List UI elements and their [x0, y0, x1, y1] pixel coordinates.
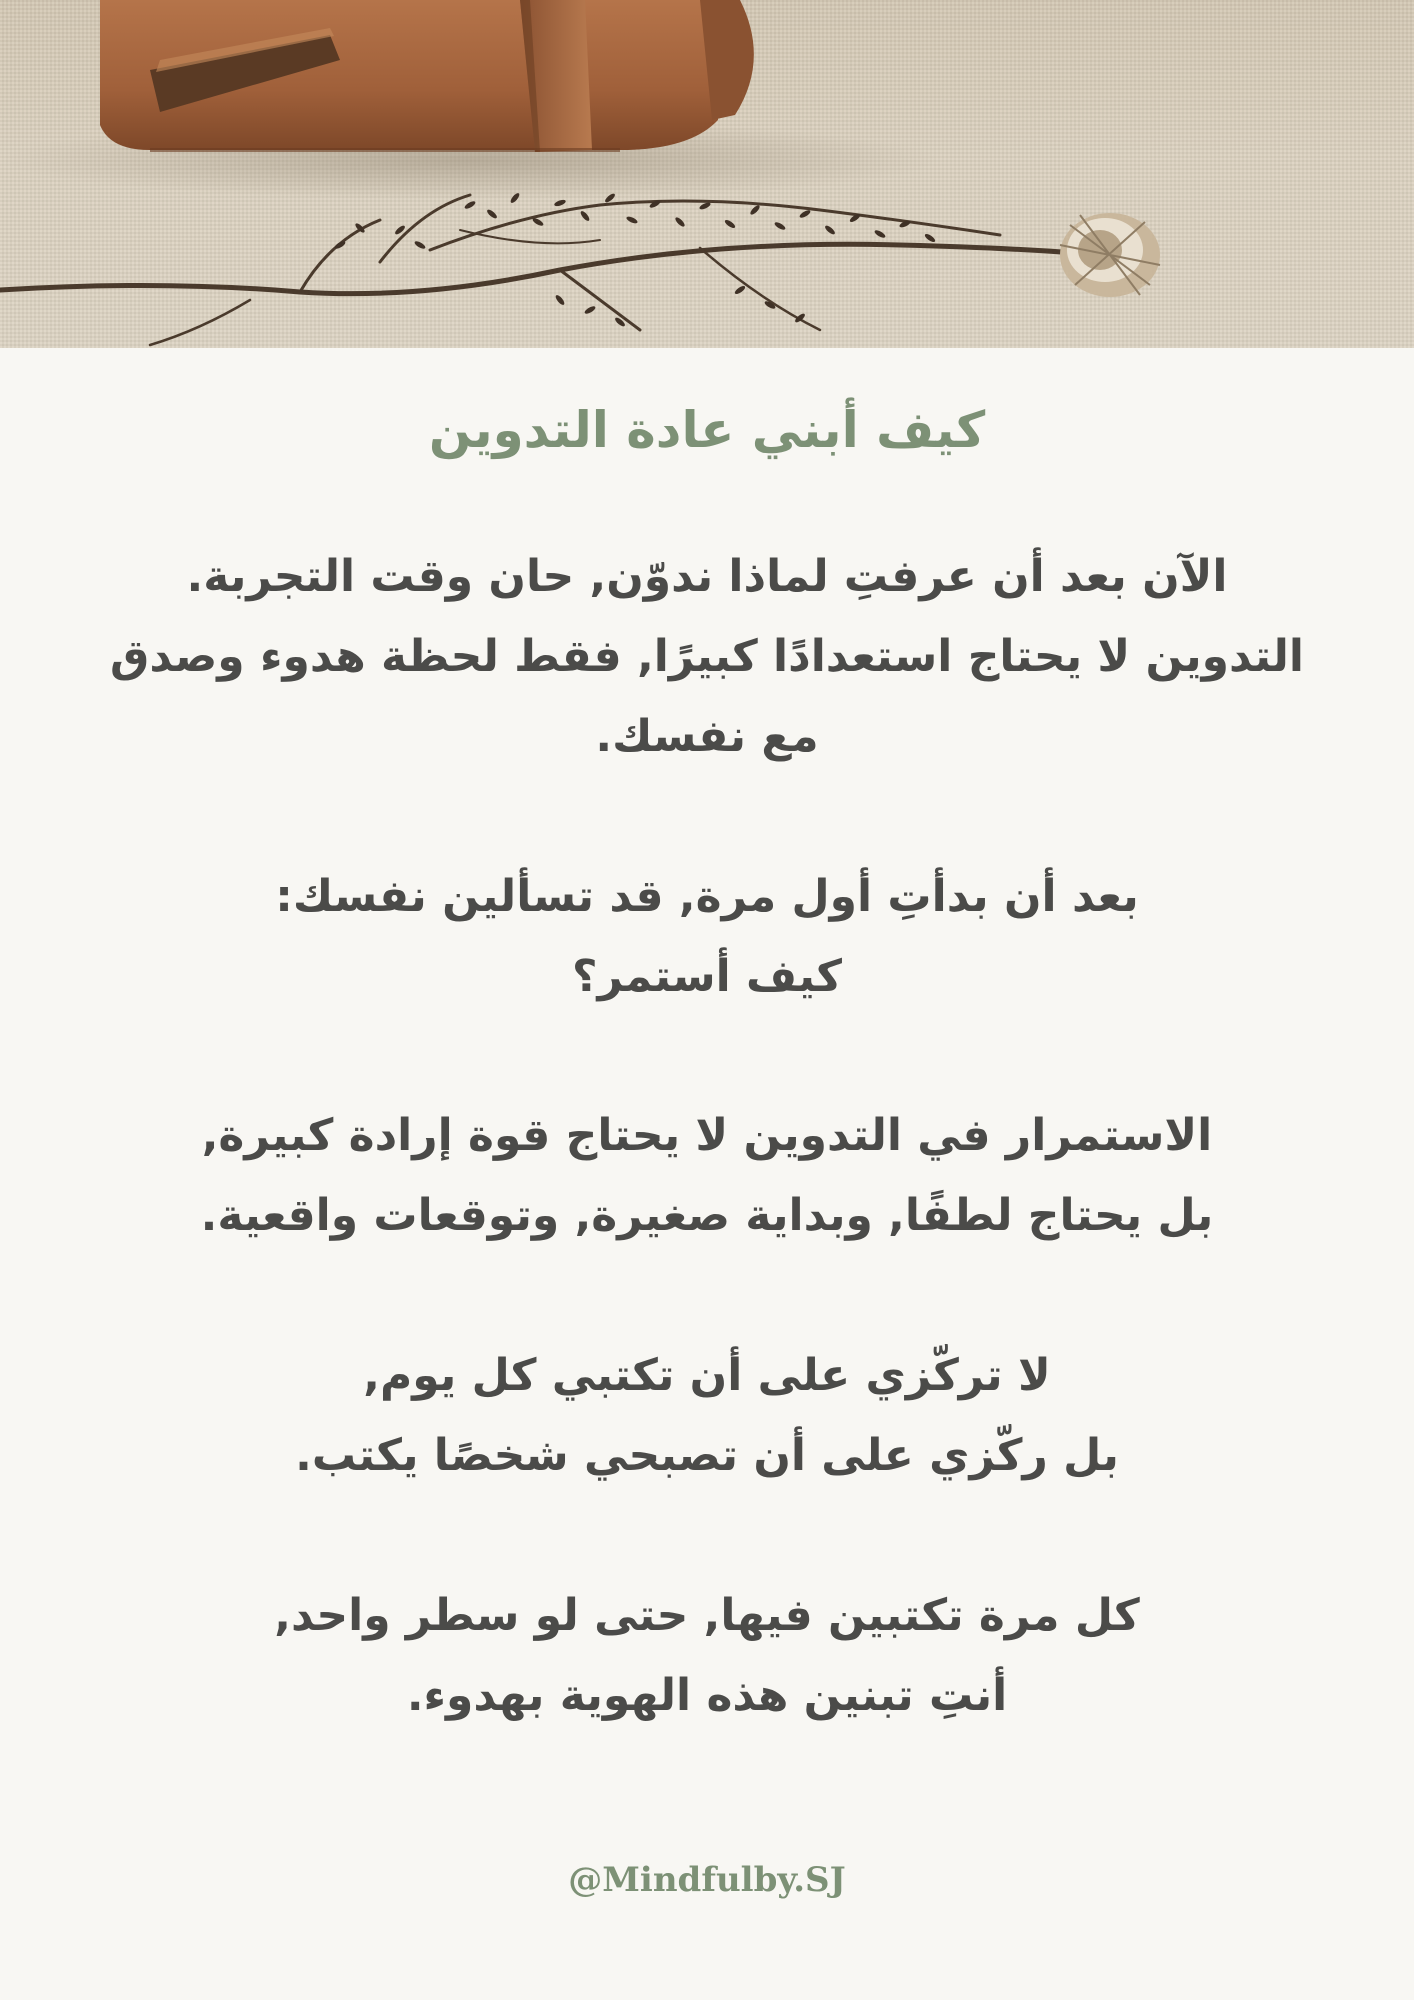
paragraph-line: لا تركّزي على أن تكتبي كل يوم,: [363, 1350, 1051, 1401]
paragraph-line: بعد أن بدأتِ أول مرة, قد تسألين نفسك:: [275, 871, 1139, 922]
paragraph-line: التدوين لا يحتاج استعدادًا كبيرًا, فقط لحظة هدوء وصدق: [110, 631, 1304, 682]
paragraph-line: كل مرة تكتبين فيها, حتى لو سطر واحد,: [274, 1590, 1140, 1641]
paragraph-line: أنتِ تبنين هذه الهوية بهدوء.: [406, 1670, 1008, 1721]
paragraph-3: [0, 1096, 1414, 1256]
leather-journal: [100, 0, 754, 152]
paragraph-line: مع نفسك.: [595, 711, 819, 762]
dried-flower: [0, 195, 1100, 345]
paragraph-line: بل ركّزي على أن تصبحي شخصًا يكتب.: [295, 1430, 1119, 1481]
paragraph-2: [0, 857, 1414, 1017]
post-title: كيف أبني عادة التدوين: [428, 401, 986, 459]
paragraph-1: [0, 537, 1414, 777]
paragraph-4: [0, 1336, 1414, 1496]
paragraph-line: بل يحتاج لطفًا, وبداية صغيرة, وتوقعات واقعية.: [200, 1190, 1214, 1241]
paragraph-line: الآن بعد أن عرفتِ لماذا ندوّن, حان وقت التجربة.: [186, 551, 1228, 602]
seed-head: [1060, 213, 1160, 297]
author-handle: @Mindfulby.SJ: [568, 1860, 846, 1900]
header-photo: [0, 0, 1414, 348]
paragraph-5: [0, 1576, 1414, 1736]
paragraph-line: كيف أستمر؟: [572, 951, 842, 1002]
paragraph-line: الاستمرار في التدوين لا يحتاج قوة إرادة كبيرة,: [201, 1110, 1213, 1161]
